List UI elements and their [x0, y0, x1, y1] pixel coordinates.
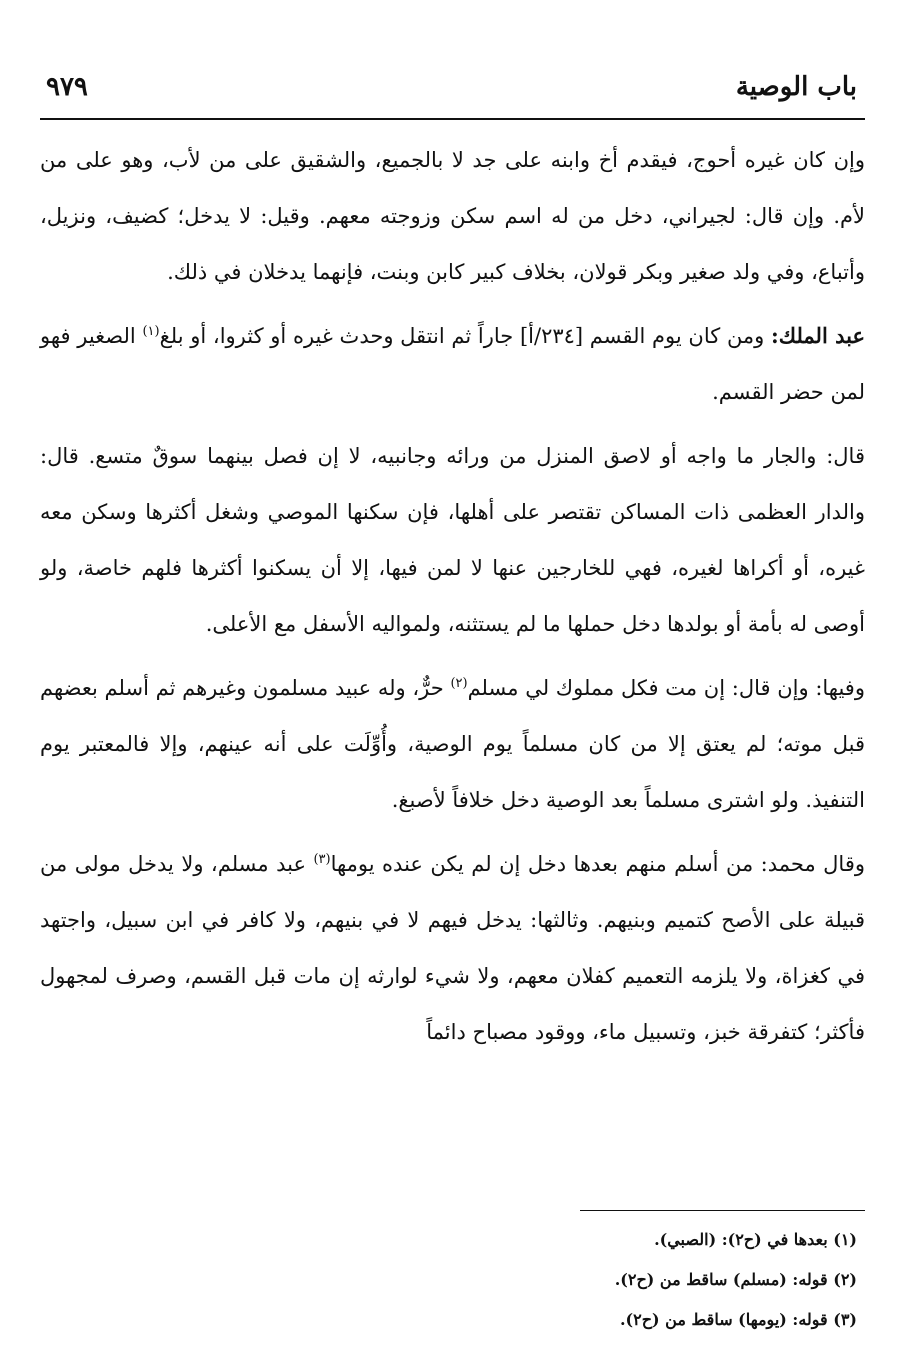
page-number: ٩٧٩ — [46, 72, 88, 102]
footnote-2: (٢) قوله: (مسلم) ساقط من (ح٢). — [614, 1270, 857, 1289]
paragraph-2 — [40, 308, 865, 420]
running-header — [40, 60, 865, 112]
paragraph-text: وإن كان غيره أحوج، فيقدم أخ وابنه على جد لا بالجميع، والشقيق على من لأب، وهو على من لأم. وإن قال: لجيراني، دخل من له اسم سكن وزوجته معهم. وقيل: لا يدخل؛ كضيف، ونزيل، وأتباع، وفي ولد صغير وبكر قولان، بخلاف كبير كابن وبنت، فإنهما يدخلان في ذلك. — [40, 148, 865, 284]
footnotes — [40, 1220, 857, 1340]
paragraph-text: حرٌّ، وله عبيد مسلمون وغيرهم ثم أسلم بعضهم قبل موته؛ لم يعتق إلا من كان مسلماً يوم الوصية، وأُوِّلَت على أنه عينهم، وإلا فالمعتبر يوم التنفيذ. ولو اشترى مسلماً بعد الوصية دخل خلافاً لأصبغ. — [40, 676, 865, 812]
paragraph-text: وفيها: وإن قال: إن مت فكل مملوك لي مسلم — [467, 676, 865, 700]
paragraph-3 — [40, 428, 865, 652]
footnote-separator — [580, 1210, 865, 1211]
footnote-1: (١) بعدها في (ح٢): (الصبي). — [654, 1230, 857, 1249]
paragraph-4 — [40, 660, 865, 828]
main-text — [40, 132, 865, 1068]
chapter-title: باب الوصية — [735, 72, 857, 102]
paragraph-lead: عبد الملك: — [771, 323, 866, 348]
paragraph-1 — [40, 132, 865, 300]
footnote-ref-2: (٢) — [450, 676, 468, 691]
paragraph-text: عبد مسلم، ولا يدخل مولى من قبيلة على الأصح كتميم وبنيهم. وثالثها: يدخل فيهم لا في بنيهم، ولا كافر في ابن سبيل، واجتهد في كغزاة، ولا يلزمه التعميم كفلان معهم، ولا شيء لوارثه إن مات قبل القسم، وصرف لمجهول فأكثر؛ كتفرقة خبز، وتسبيل ماء، ووقود مصباح دائماً — [40, 852, 865, 1044]
paragraph-text: وقال محمد: من أسلم منهم بعدها دخل إن لم يكن عنده يومها — [330, 852, 866, 876]
book-page — [40, 60, 866, 1329]
paragraph-text: الصغير فهو لمن حضر القسم. — [40, 324, 865, 404]
footnote-ref-3: (٣) — [313, 852, 331, 867]
footnote-3: (٣) قوله: (يومها) ساقط من (ح٢). — [619, 1310, 857, 1329]
header-rule — [40, 118, 865, 120]
paragraph-text: قال: والجار ما واجه أو لاصق المنزل من ورائه وجانبيه، لا إن فصل بينهما سوقٌ متسع. قال: والدار العظمى ذات المساكن تقتصر على أهلها، فإن سكنها الموصي وشغل أكثرها وسكن معه غيره، أو أكراها لغيره، فهي للخارجين عنها لا لمن فيها، إلا أن يسكنوا أكثرها فلهم خاصة، ولو أوصى له بأمة أو بولدها دخل حملها ما لم يستثنه، ولمواليه الأسفل مع الأعلى. — [40, 444, 865, 636]
paragraph-text: ومن كان يوم القسم [٢٣٤/أ] جاراً ثم انتقل وحدث غيره أو كثروا، أو بلغ — [159, 324, 772, 348]
paragraph-5 — [40, 836, 865, 1060]
footnote-ref-1: (١) — [142, 324, 160, 339]
